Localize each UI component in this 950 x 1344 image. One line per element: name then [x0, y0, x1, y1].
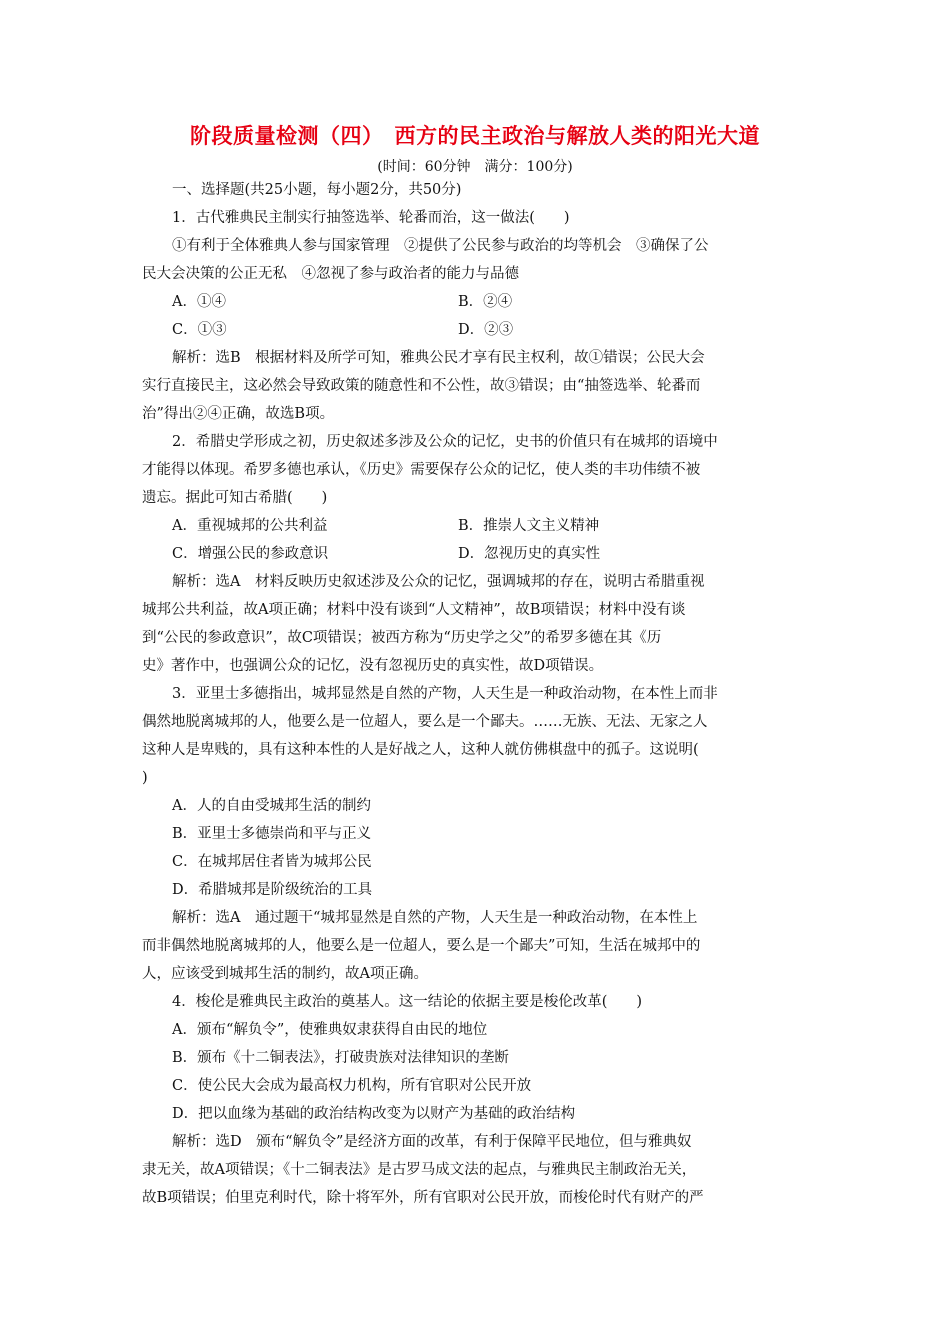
- text-line: 民大会决策的公正无私 ④忽视了参与政治者的能力与品德: [142, 266, 519, 282]
- text-line: 解析：选B 根据材料及所学可知，雅典公民才享有民主权利，故①错误；公民大会: [172, 350, 705, 366]
- text-line: ): [142, 770, 148, 786]
- text-line: 解析：选A 通过题干“城邦显然是自然的产物，人天生是一种政治动物，在本性上: [172, 910, 698, 926]
- option-text: D．把以血缘为基础的政治结构改变为以财产为基础的政治结构: [172, 1106, 576, 1122]
- text-line: ①有利于全体雅典人参与国家管理 ②提供了公民参与政治的均等机会 ③确保了公: [172, 238, 709, 254]
- option-text: B．亚里士多德崇尚和平与正义: [172, 826, 372, 842]
- option-text: D．希腊城邦是阶级统治的工具: [172, 882, 373, 898]
- text-line: 史》著作中，也强调公众的记忆，没有忽视历史的真实性，故D项错误。: [142, 658, 604, 674]
- option-text: A．重视城邦的公共利益: [172, 518, 328, 534]
- option-row: [142, 288, 812, 316]
- option-row: [142, 540, 812, 568]
- text-line: 遗忘。据此可知古希腊( ): [142, 490, 328, 506]
- text-line: 治”得出②④正确，故选B项。: [142, 406, 335, 422]
- option-text: B．推崇人文主义精神: [458, 518, 600, 534]
- text-line: 4．梭伦是雅典民主政治的奠基人。这一结论的依据主要是梭伦改革( ): [172, 994, 643, 1010]
- option-row: [142, 316, 812, 344]
- option-text: B．②④: [458, 294, 513, 310]
- text-line: 解析：选A 材料反映历史叙述涉及公众的记忆，强调城邦的存在，说明古希腊重视: [172, 574, 705, 590]
- text-line: 这种人是卑贱的，具有这种本性的人是好战之人，这种人就仿佛棋盘中的孤子。这说明(: [142, 742, 699, 758]
- text-line: 偶然地脱离城邦的人，他要么是一位超人，要么是一个鄙夫。……无族、无法、无家之人: [142, 714, 708, 730]
- document-body: [142, 176, 812, 1212]
- option-text: C．①③: [172, 322, 227, 338]
- text-line: 隶无关，故A项错误；《十二铜表法》是古罗马成文法的起点，与雅典民主制政治无关，: [142, 1162, 697, 1178]
- text-line: 才能得以体现。希罗多德也承认，《历史》需要保存公众的记忆，使人类的丰功伟绩不被: [142, 462, 701, 478]
- option-row: [142, 512, 812, 540]
- option-text: B．颁布《十二铜表法》，打破贵族对法律知识的垄断: [172, 1050, 509, 1066]
- option-text: A．①④: [172, 294, 226, 310]
- document-title: 阶段质量检测（四） 西方的民主政治与解放人类的阳光大道: [190, 124, 760, 148]
- option-text: C．使公民大会成为最高权力机构，所有官职对公民开放: [172, 1078, 532, 1094]
- text-line: 2．希腊史学形成之初，历史叙述多涉及公众的记忆，史书的价值只有在城邦的语境中: [172, 434, 718, 450]
- option-text: A．颁布“解负令”，使雅典奴隶获得自由民的地位: [172, 1022, 488, 1038]
- document-subtitle: (时间：60分钟 满分：100分): [377, 159, 573, 175]
- text-line: 1．古代雅典民主制实行抽签选举、轮番而治，这一做法( ): [172, 210, 570, 226]
- text-line: 城邦公共利益，故A项正确；材料中没有谈到“人文精神”，故B项错误；材料中没有谈: [142, 602, 686, 618]
- text-line: 一、选择题(共25小题，每小题2分，共50分): [172, 182, 462, 198]
- text-line: 到“公民的参政意识”，故C项错误；被西方称为“历史学之父”的希罗多德在其《历: [142, 630, 662, 646]
- text-line: 3．亚里士多德指出，城邦显然是自然的产物，人天生是一种政治动物，在本性上而非: [172, 686, 718, 702]
- option-text: D．忽视历史的真实性: [458, 546, 601, 562]
- option-text: D．②③: [458, 322, 514, 338]
- option-text: C．增强公民的参政意识: [172, 546, 329, 562]
- text-line: 而非偶然地脱离城邦的人，他要么是一位超人，要么是一个鄙夫”可知，生活在城邦中的: [142, 938, 701, 954]
- option-text: C．在城邦居住者皆为城邦公民: [172, 854, 372, 870]
- text-line: 故B项错误；伯里克利时代，除十将军外，所有官职对公民开放，而梭伦时代有财产的严: [142, 1190, 704, 1206]
- text-line: 解析：选D 颁布“解负令”是经济方面的改革，有利于保障平民地位，但与雅典奴: [172, 1134, 692, 1150]
- option-text: A．人的自由受城邦生活的制约: [172, 798, 371, 814]
- text-line: 实行直接民主，这必然会导致政策的随意性和不公性，故③错误；由“抽签选举、轮番而: [142, 378, 701, 394]
- text-line: 人，应该受到城邦生活的制约，故A项正确。: [142, 966, 428, 982]
